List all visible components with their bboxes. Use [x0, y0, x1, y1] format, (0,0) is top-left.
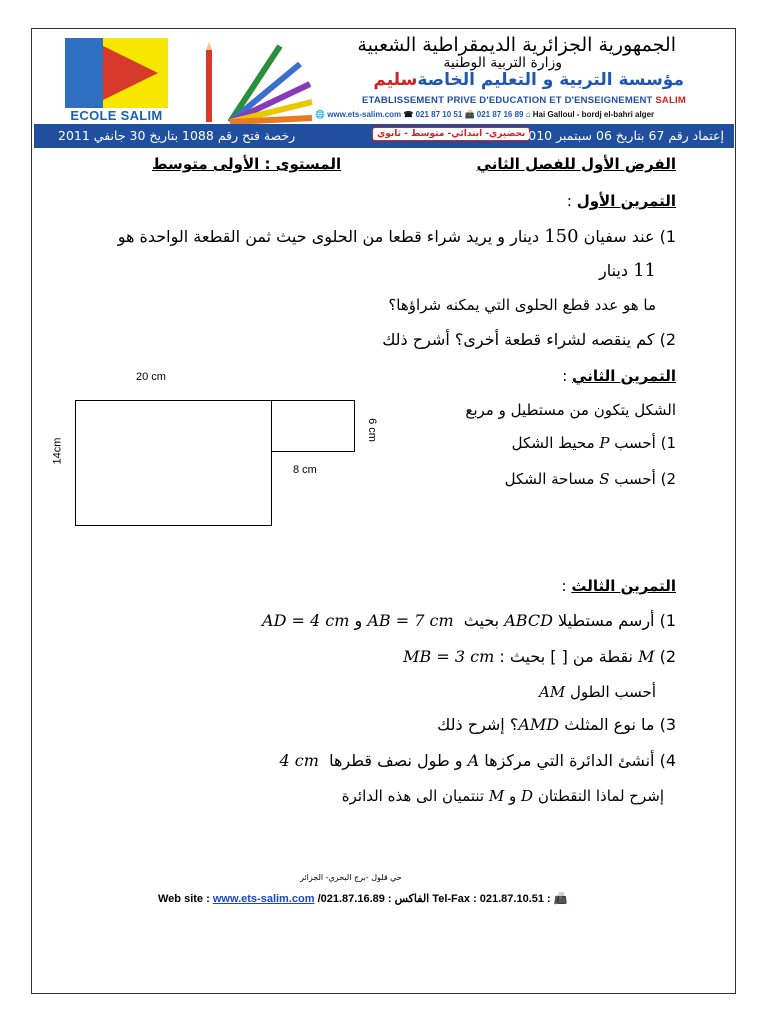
ex3-q2: 2) M نقطة من [ ] بحيث : MB = 3 cm — [403, 647, 676, 666]
republic-title: الجمهورية الجزائرية الديمقراطية الشعبية — [357, 34, 676, 56]
figure-right-label: 6 cm — [365, 418, 378, 442]
ex1-q2: 2) كم ينقصه لشراء قطعة أخرى؟ أشرح ذلك — [382, 330, 676, 349]
ex2-heading: التمرين الثاني : — [562, 367, 676, 385]
ex2-q2: 2) أحسب S مساحة الشكل — [504, 470, 676, 488]
ex2-q1: 1) أحسب P محيط الشكل — [511, 434, 676, 452]
ex3-q4-explain: إشرح لماذا النقطتان D و M تنتميان الى هذه الدائرة — [341, 787, 664, 805]
logo-text: ECOLE SALIM — [65, 108, 168, 124]
figure-rectangle — [75, 400, 272, 526]
pencils-icon — [200, 38, 320, 124]
footer-contact: Web site : www.ets-salim.com /021.87.16.89 : الفاكس Tel-Fax : 021.87.10.51 : 📠 — [158, 893, 568, 905]
footer-web-link[interactable]: www.ets-salim.com — [212, 893, 315, 905]
school-logo — [65, 38, 168, 124]
phone-icon: ☎ — [403, 110, 414, 119]
ex3-q1: 1) أرسم مستطيلا ABCD بحيث AB = 7 cm و AD = 4 cm — [262, 611, 676, 630]
license-bar — [34, 124, 734, 148]
ex3-q2-length: أحسب الطول AM — [539, 683, 656, 701]
figure-square — [271, 400, 355, 452]
ex3-q3: 3) ما نوع المثلث AMD؟ إشرح ذلك — [437, 715, 676, 734]
fax-icon: 📠 — [553, 893, 568, 905]
ministry-title: وزارة التربية الوطنية — [443, 55, 562, 71]
footer-address: حي قلول -برج البحري- الجزائر — [300, 873, 402, 882]
establishment-fr: ETABLISSEMENT PRIVE D'EDUCATION ET D'ENSEIGNEMENT SALIM — [362, 95, 686, 106]
ex1-q1-question: ما هو عدد قطع الحلوى التي يمكنه شراؤها؟ — [388, 296, 656, 314]
ex1-heading: التمرين الأول : — [566, 192, 676, 210]
ex3-heading: التمرين الثالث : — [561, 577, 676, 595]
ex1-q1: 1) عند سفيان 150 دينار و يريد شراء قطعا من الحلوى حيث ثمن القطعة الواحدة هو — [117, 226, 676, 247]
institution-title: مؤسسة التربية و التعليم الخاصةسليم — [373, 70, 684, 90]
exam-title: الفرض الأول للفصل الثاني — [476, 155, 676, 173]
home-icon: ⌂ — [525, 110, 531, 119]
license-left: رخصة فتح رقم 1088 بتاريخ 30 جانفي 2011 — [58, 128, 296, 143]
ex1-q1-price: 11 دينار — [598, 260, 656, 281]
figure-top-label: 20 cm — [136, 371, 166, 383]
ex2-intro: الشكل يتكون من مستطيل و مربع — [465, 401, 676, 419]
figure-bottom-label: 8 cm — [293, 464, 317, 476]
contact-line: 🌐 www.ets-salim.com ☎ 021 87 10 51 📠 021 87 16 89 ⌂ Hai Galloul - bordj el-bahri alger — [315, 110, 655, 119]
ex3-q4: 4) أنشئ الدائرة التي مركزها A و طول نصف قطرها 4 cm — [279, 751, 676, 770]
globe-icon: 🌐 — [315, 110, 325, 119]
levels-badge: تحضيري- ابتدائي- متوسط - ثانوي — [372, 127, 530, 141]
fax-icon: 📠 — [464, 110, 475, 119]
exam-level: المستوى : الأولى متوسط — [152, 155, 342, 173]
approval-right: إعتماد رقم 67 بتاريخ 06 سبتمبر 2010 — [520, 128, 724, 143]
figure-left-label: 14cm — [51, 437, 64, 465]
